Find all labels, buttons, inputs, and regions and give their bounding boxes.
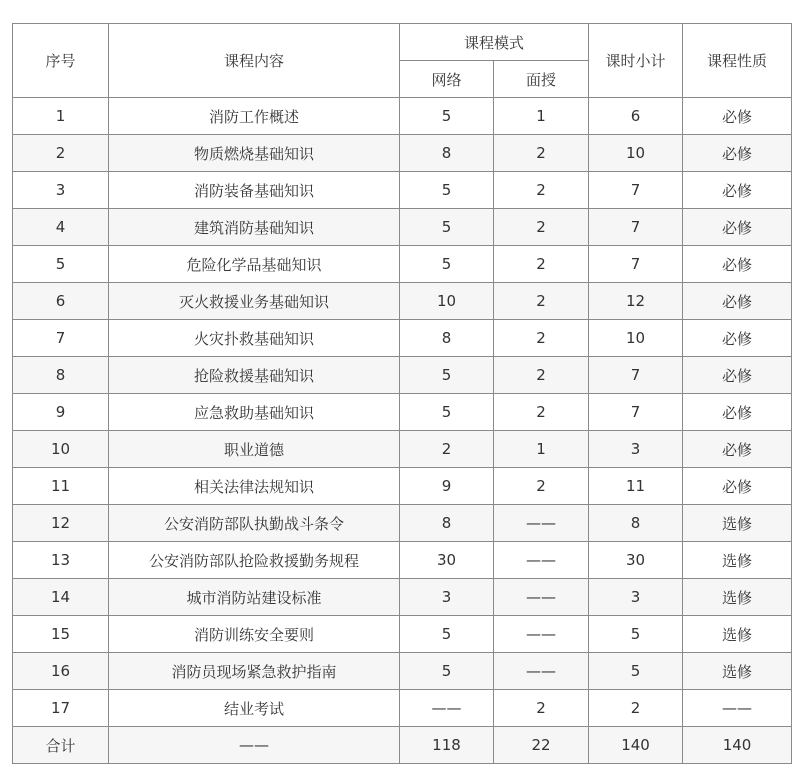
cell-content: 灭火救援业务基础知识: [109, 283, 400, 320]
cell-inperson: ——: [494, 579, 589, 616]
cell-online: 5: [400, 357, 494, 394]
cell-index: 7: [13, 320, 109, 357]
cell-hours: 3: [589, 431, 683, 468]
table-row: [13, 616, 792, 653]
cell-content: 消防装备基础知识: [109, 172, 400, 209]
cell-index: 9: [13, 394, 109, 431]
cell-nature: 必修: [683, 431, 792, 468]
header-content: 课程内容: [109, 24, 400, 98]
cell-nature: 选修: [683, 616, 792, 653]
cell-hours: 12: [589, 283, 683, 320]
table-row: [13, 579, 792, 616]
cell-nature: 140: [683, 727, 792, 764]
cell-content: 消防员现场紧急救护指南: [109, 653, 400, 690]
cell-index: 4: [13, 209, 109, 246]
cell-inperson: 2: [494, 468, 589, 505]
cell-hours: 10: [589, 135, 683, 172]
header-mode: 课程模式: [400, 24, 589, 61]
cell-content: ——: [109, 727, 400, 764]
table-row: [13, 431, 792, 468]
cell-online: 2: [400, 431, 494, 468]
cell-online: 9: [400, 468, 494, 505]
cell-content: 职业道德: [109, 431, 400, 468]
cell-inperson: 1: [494, 98, 589, 135]
cell-nature: 必修: [683, 135, 792, 172]
cell-hours: 5: [589, 616, 683, 653]
table-row: [13, 727, 792, 764]
cell-hours: 7: [589, 172, 683, 209]
cell-index: 13: [13, 542, 109, 579]
course-table: [12, 23, 792, 764]
cell-index: 6: [13, 283, 109, 320]
cell-index: 3: [13, 172, 109, 209]
cell-hours: 10: [589, 320, 683, 357]
cell-hours: 7: [589, 209, 683, 246]
cell-nature: 选修: [683, 653, 792, 690]
cell-inperson: ——: [494, 653, 589, 690]
header-index: 序号: [13, 24, 109, 98]
cell-inperson: 2: [494, 209, 589, 246]
cell-online: 10: [400, 283, 494, 320]
cell-inperson: 2: [494, 357, 589, 394]
cell-online: 5: [400, 394, 494, 431]
cell-nature: 必修: [683, 172, 792, 209]
cell-online: 8: [400, 320, 494, 357]
table-row: [13, 98, 792, 135]
cell-nature: 必修: [683, 98, 792, 135]
cell-hours: 7: [589, 357, 683, 394]
header-online: 网络: [400, 61, 494, 98]
cell-nature: 选修: [683, 505, 792, 542]
cell-content: 火灾扑救基础知识: [109, 320, 400, 357]
cell-hours: 5: [589, 653, 683, 690]
cell-index: 11: [13, 468, 109, 505]
cell-nature: 选修: [683, 579, 792, 616]
cell-content: 建筑消防基础知识: [109, 209, 400, 246]
cell-nature: 必修: [683, 320, 792, 357]
cell-content: 结业考试: [109, 690, 400, 727]
cell-online: 8: [400, 135, 494, 172]
table-row: [13, 246, 792, 283]
cell-inperson: 1: [494, 431, 589, 468]
table-row: [13, 283, 792, 320]
cell-hours: 2: [589, 690, 683, 727]
cell-index: 15: [13, 616, 109, 653]
cell-nature: 必修: [683, 246, 792, 283]
table-row: [13, 542, 792, 579]
cell-content: 相关法律法规知识: [109, 468, 400, 505]
table-row: [13, 468, 792, 505]
cell-hours: 8: [589, 505, 683, 542]
cell-hours: 140: [589, 727, 683, 764]
cell-inperson: 2: [494, 394, 589, 431]
cell-hours: 11: [589, 468, 683, 505]
cell-index: 2: [13, 135, 109, 172]
cell-online: 5: [400, 246, 494, 283]
table-row: [13, 320, 792, 357]
cell-content: 消防训练安全要则: [109, 616, 400, 653]
cell-hours: 7: [589, 394, 683, 431]
cell-index: 8: [13, 357, 109, 394]
cell-online: 8: [400, 505, 494, 542]
cell-online: 5: [400, 616, 494, 653]
cell-inperson: 2: [494, 690, 589, 727]
cell-inperson: ——: [494, 505, 589, 542]
cell-index: 10: [13, 431, 109, 468]
cell-nature: 必修: [683, 283, 792, 320]
header-inperson: 面授: [494, 61, 589, 98]
cell-content: 公安消防部队抢险救援勤务规程: [109, 542, 400, 579]
cell-nature: 必修: [683, 357, 792, 394]
cell-content: 城市消防站建设标准: [109, 579, 400, 616]
cell-hours: 6: [589, 98, 683, 135]
cell-inperson: 2: [494, 172, 589, 209]
cell-content: 危险化学品基础知识: [109, 246, 400, 283]
cell-nature: 必修: [683, 209, 792, 246]
cell-index: 合计: [13, 727, 109, 764]
cell-inperson: ——: [494, 542, 589, 579]
table-row: [13, 172, 792, 209]
cell-index: 1: [13, 98, 109, 135]
cell-inperson: 2: [494, 135, 589, 172]
course-table-container: [12, 23, 792, 764]
cell-nature: 必修: [683, 468, 792, 505]
cell-content: 应急救助基础知识: [109, 394, 400, 431]
cell-hours: 30: [589, 542, 683, 579]
table-row: [13, 653, 792, 690]
table-row: [13, 690, 792, 727]
table-row: [13, 135, 792, 172]
cell-online: 5: [400, 172, 494, 209]
cell-index: 14: [13, 579, 109, 616]
cell-inperson: 2: [494, 283, 589, 320]
cell-hours: 7: [589, 246, 683, 283]
cell-inperson: 22: [494, 727, 589, 764]
cell-nature: ——: [683, 690, 792, 727]
table-row: [13, 209, 792, 246]
cell-online: 5: [400, 209, 494, 246]
table-body: [13, 98, 792, 764]
table-row: [13, 505, 792, 542]
cell-index: 17: [13, 690, 109, 727]
table-row: [13, 394, 792, 431]
table-row: [13, 357, 792, 394]
cell-inperson: 2: [494, 320, 589, 357]
cell-content: 抢险救援基础知识: [109, 357, 400, 394]
cell-nature: 必修: [683, 394, 792, 431]
cell-inperson: 2: [494, 246, 589, 283]
cell-online: 3: [400, 579, 494, 616]
cell-content: 公安消防部队执勤战斗条令: [109, 505, 400, 542]
header-hours: 课时小计: [589, 24, 683, 98]
cell-index: 16: [13, 653, 109, 690]
cell-hours: 3: [589, 579, 683, 616]
cell-online: ——: [400, 690, 494, 727]
cell-content: 物质燃烧基础知识: [109, 135, 400, 172]
cell-online: 30: [400, 542, 494, 579]
header-nature: 课程性质: [683, 24, 792, 98]
cell-inperson: ——: [494, 616, 589, 653]
cell-index: 12: [13, 505, 109, 542]
cell-nature: 选修: [683, 542, 792, 579]
cell-online: 5: [400, 653, 494, 690]
cell-online: 118: [400, 727, 494, 764]
cell-content: 消防工作概述: [109, 98, 400, 135]
cell-index: 5: [13, 246, 109, 283]
cell-online: 5: [400, 98, 494, 135]
